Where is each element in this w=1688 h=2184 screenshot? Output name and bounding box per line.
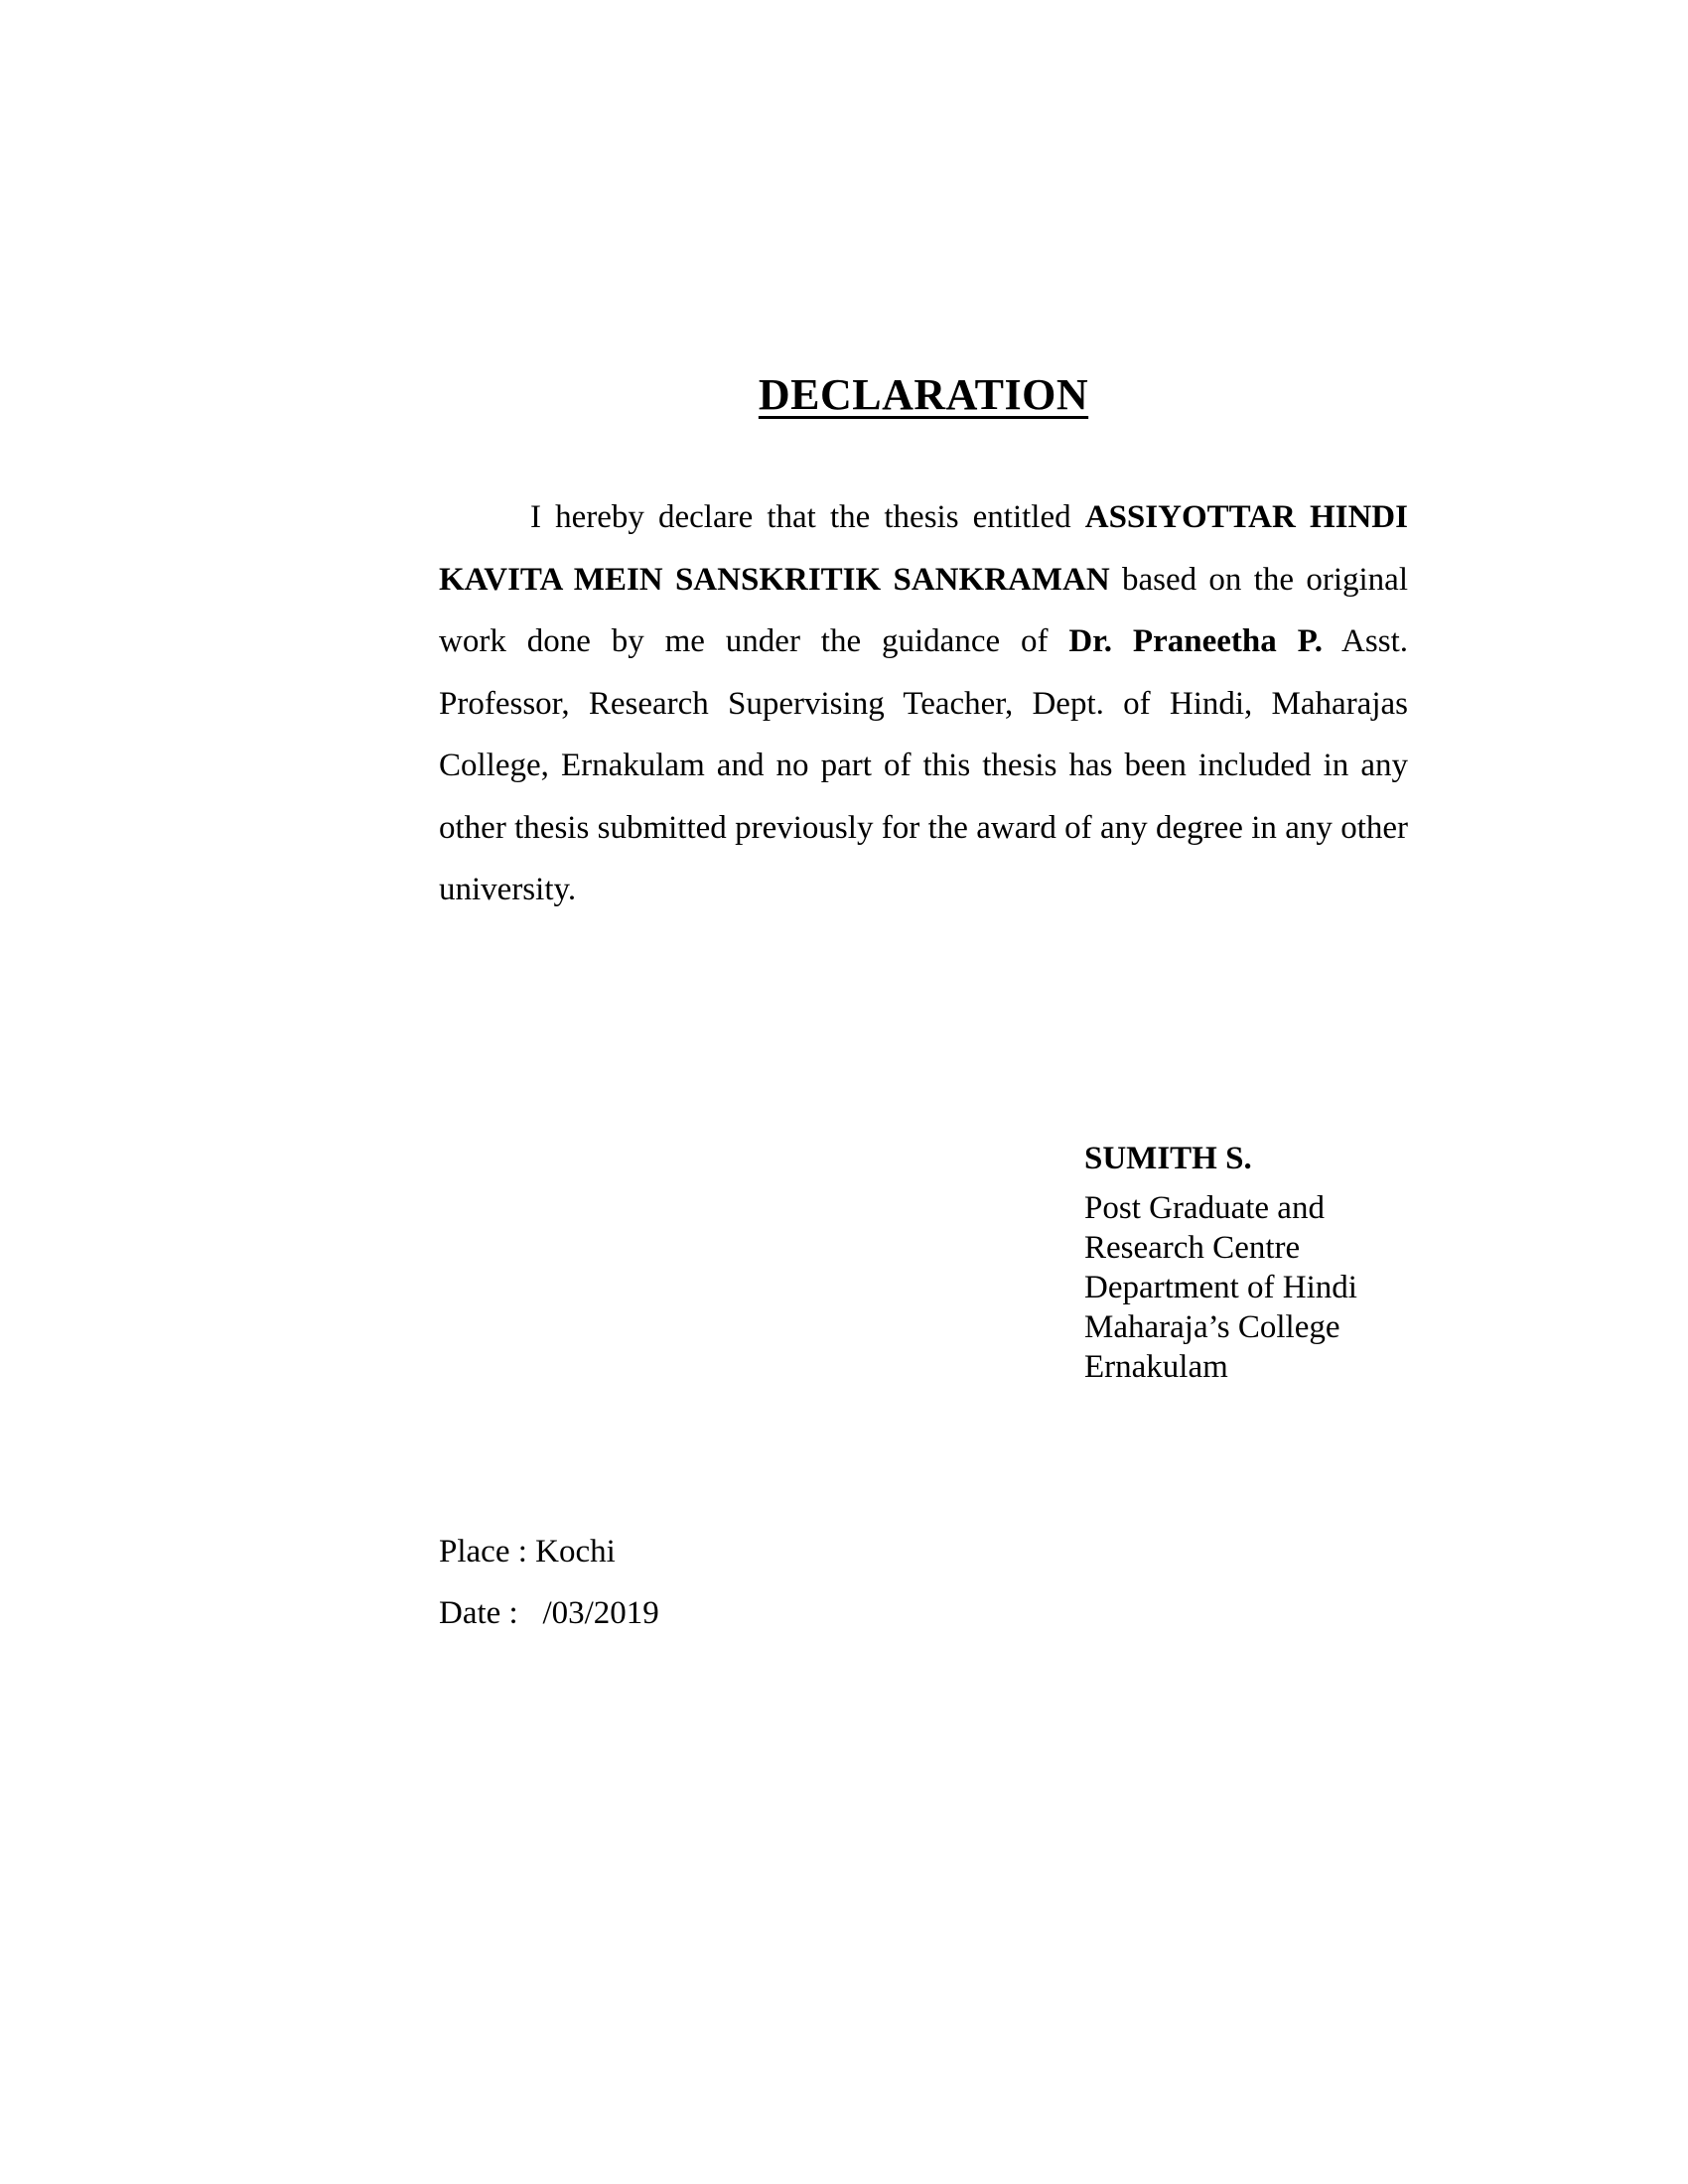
place-line: [439, 1521, 659, 1582]
paragraph-text-3: Asst. Professor, Research Supervising Teacher, Dept. of Hindi, Maharajas College, Ernakulam and no part of this thesis has been included in any other thesis submitted previously for the award of any degree in any other university.: [439, 623, 1408, 907]
date-label: Date :: [439, 1595, 543, 1631]
paragraph-text-1: I hereby declare that the thesis entitled: [530, 499, 1085, 535]
thesis-title: ASSIYOTTAR HINDI KAVITA MEIN SANSKRITIK SANKRAMAN: [439, 499, 1408, 598]
guide-name: Dr. Praneetha P.: [1068, 623, 1323, 659]
signature-line: Department of Hindi: [1084, 1270, 1357, 1305]
declaration-paragraph: [439, 486, 1408, 921]
signature-line: Post Graduate and: [1084, 1190, 1325, 1226]
signature-line: Ernakulam: [1084, 1349, 1228, 1385]
paragraph-text-2: based on the original work done by me under the guidance of: [439, 561, 1408, 659]
signatory-name: SUMITH S.: [1084, 1141, 1252, 1176]
page-title: DECLARATION: [758, 370, 1089, 419]
signature-line: Research Centre: [1084, 1230, 1301, 1266]
place-label: Place :: [439, 1534, 536, 1570]
signature-line: Maharaja’s College: [1084, 1309, 1340, 1345]
date-value: /03/2019: [542, 1595, 659, 1631]
signature-block: [1084, 1139, 1601, 1387]
date-line: [439, 1582, 659, 1644]
place-value: Kochi: [535, 1534, 616, 1570]
place-date-block: [439, 1521, 659, 1644]
